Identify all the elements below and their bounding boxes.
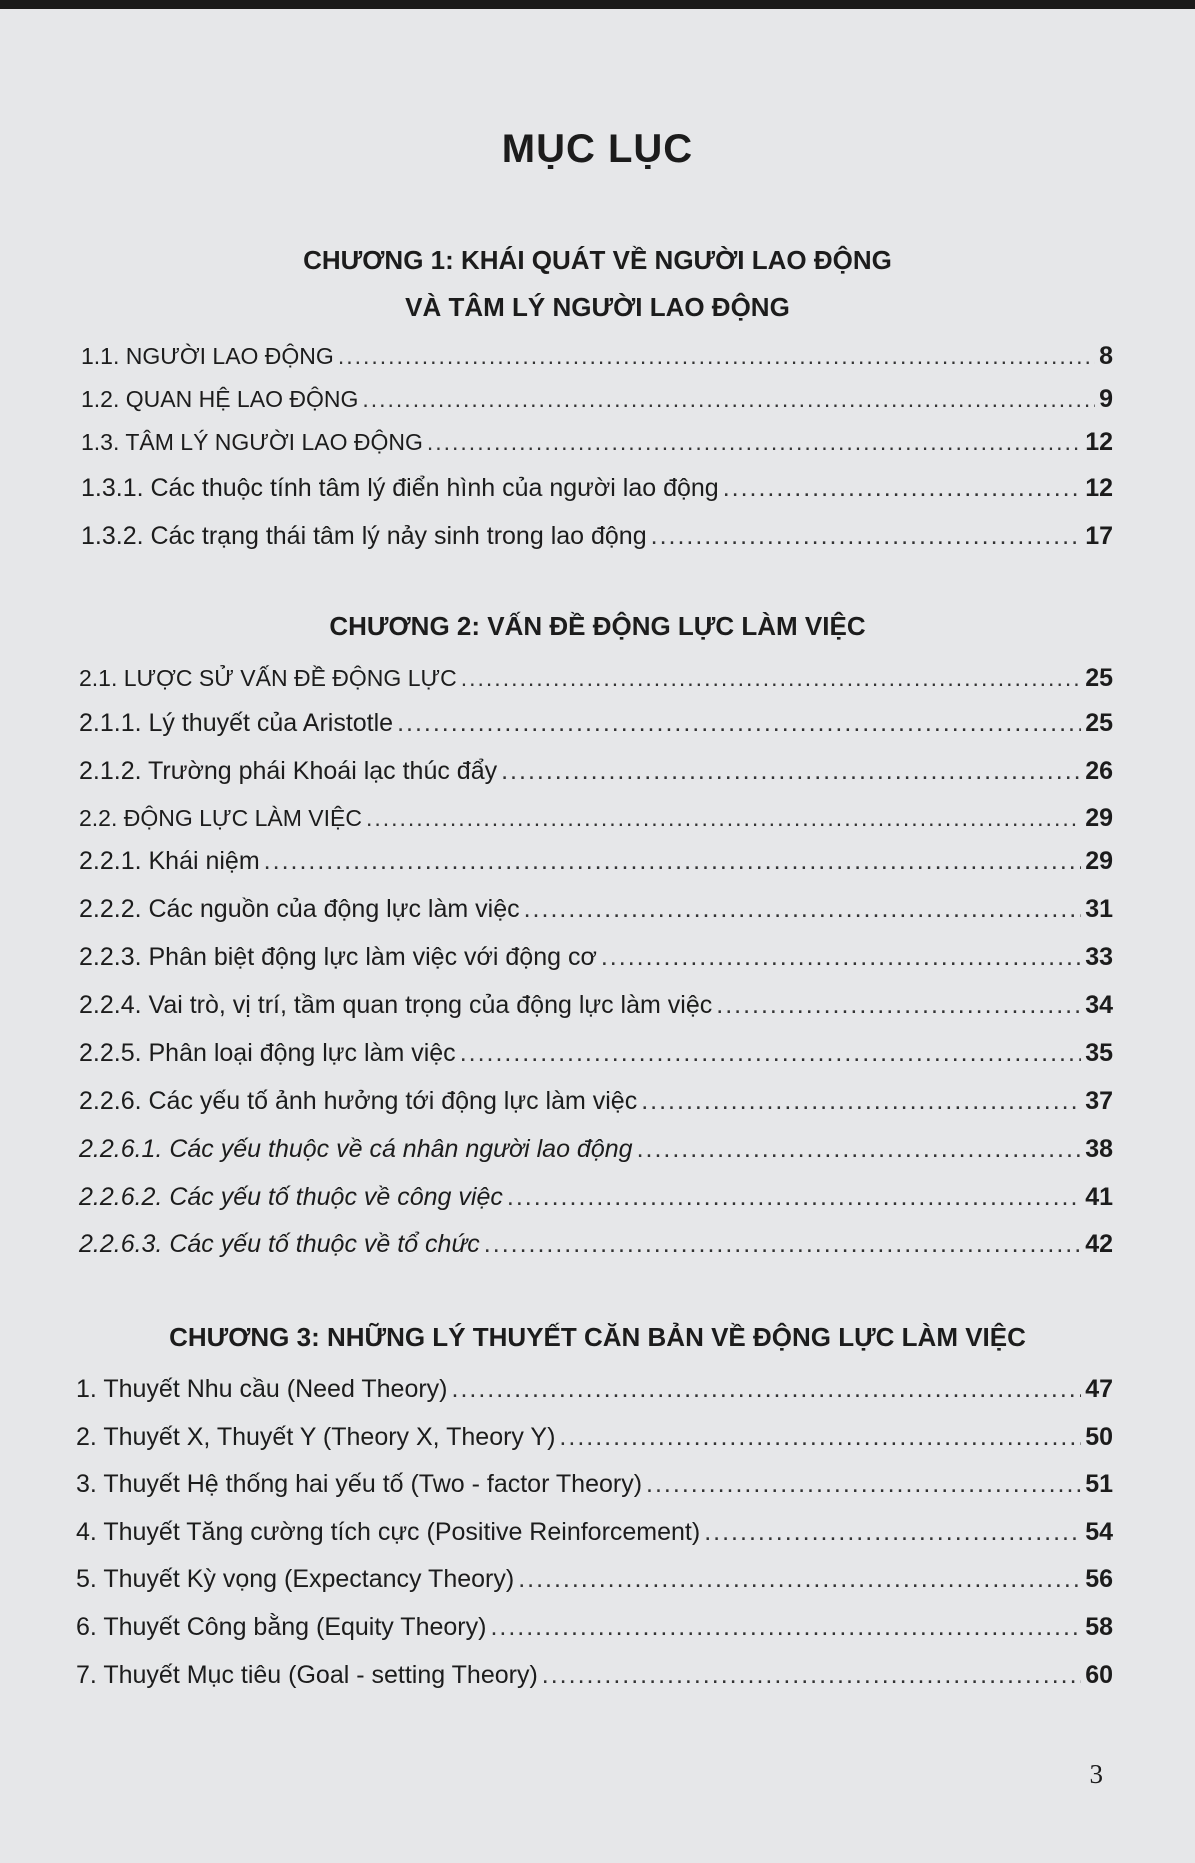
toc-entry[interactable] — [79, 991, 1113, 1020]
toc-entry-label: 4. Thuyết Tăng cường tích cực (Positive Reinforcement) — [76, 1518, 701, 1546]
dot-leader — [637, 1135, 1082, 1164]
dot-leader — [484, 1230, 1081, 1259]
toc-page — [0, 9, 1195, 1863]
toc-entry-label: 6. Thuyết Công bằng (Equity Theory) — [76, 1613, 487, 1641]
toc-entry-label: 2.1.2. Trường phái Khoái lạc thúc đẩy — [79, 757, 498, 785]
toc-entry-page: 56 — [1085, 1565, 1113, 1593]
dot-leader — [601, 943, 1081, 972]
toc-entry[interactable] — [76, 1423, 1113, 1452]
dot-leader — [490, 1613, 1081, 1642]
toc-entry-label: 2.2. ĐỘNG LỰC LÀM VIỆC — [79, 805, 362, 831]
page-number: 3 — [1089, 1759, 1103, 1789]
toc-entry-label: 1. Thuyết Nhu cầu (Need Theory) — [76, 1375, 448, 1403]
toc-entry-label: 5. Thuyết Kỳ vọng (Expectancy Theory) — [76, 1565, 515, 1593]
toc-entry[interactable] — [79, 943, 1113, 972]
toc-entry-page: 34 — [1085, 991, 1113, 1019]
toc-entry[interactable] — [76, 1470, 1113, 1499]
dot-leader — [427, 429, 1081, 456]
dot-leader — [366, 805, 1081, 832]
dot-leader — [646, 1470, 1081, 1499]
toc-entry-page: 31 — [1085, 895, 1113, 923]
toc-entry-label: 2.1.1. Lý thuyết của Aristotle — [79, 709, 394, 737]
toc-entry[interactable] — [79, 1087, 1113, 1116]
toc-entry[interactable] — [79, 847, 1113, 876]
dot-leader — [542, 1661, 1081, 1690]
toc-entry[interactable] — [81, 522, 1113, 551]
toc-entry-label: 2.2.6. Các yếu tố ảnh hưởng tới động lực làm việc — [79, 1087, 638, 1115]
toc-entry-page: 35 — [1085, 1039, 1113, 1067]
toc-entry-page: 12 — [1085, 428, 1113, 456]
toc-entry-label: 2.1. LƯỢC SỬ VẤN ĐỀ ĐỘNG LỰC — [79, 665, 457, 691]
toc-entry-label: 3. Thuyết Hệ thống hai yếu tố (Two - factor Theory) — [76, 1470, 643, 1498]
toc-entry-page: 54 — [1085, 1518, 1113, 1546]
toc-entry[interactable] — [76, 1565, 1113, 1594]
top-edge — [0, 0, 1195, 9]
toc-entry-page: 60 — [1085, 1661, 1113, 1689]
toc-entry[interactable] — [81, 342, 1113, 371]
toc-entry-page: 17 — [1085, 522, 1113, 550]
toc-entry-page: 29 — [1085, 847, 1113, 875]
toc-entry[interactable] — [76, 1375, 1113, 1404]
dot-leader — [452, 1375, 1082, 1404]
dot-leader — [518, 1565, 1081, 1594]
dot-leader — [264, 847, 1082, 876]
dot-leader — [461, 665, 1081, 692]
toc-entry[interactable] — [81, 385, 1113, 414]
dot-leader — [524, 895, 1082, 924]
toc-entry-label: 2.2.1. Khái niệm — [79, 847, 260, 875]
toc-entry-label: 2.2.3. Phân biệt động lực làm việc với động cơ — [79, 943, 597, 971]
chapter-1-heading-line-1: CHƯƠNG 1: KHÁI QUÁT VỀ NGƯỜI LAO ĐỘNG — [303, 245, 892, 275]
toc-entry-page: 42 — [1085, 1230, 1113, 1258]
toc-entry-page: 12 — [1085, 474, 1113, 502]
toc-entry-label: 1.3. TÂM LÝ NGƯỜI LAO ĐỘNG — [81, 429, 423, 455]
page-title: MỤC LỤC — [501, 127, 694, 171]
toc-entry[interactable] — [76, 1613, 1113, 1642]
toc-entry-page: 26 — [1085, 757, 1113, 785]
toc-entry-page: 38 — [1085, 1135, 1113, 1163]
toc-entry-label: 1.3.1. Các thuộc tính tâm lý điển hình của người lao động — [81, 474, 719, 502]
toc-entry-page: 8 — [1099, 342, 1113, 370]
toc-entry-label: 1.2. QUAN HỆ LAO ĐỘNG — [81, 386, 359, 412]
toc-entry-page: 29 — [1085, 804, 1113, 832]
dot-leader — [716, 991, 1081, 1020]
toc-entry-label: 2.2.5. Phân loại động lực làm việc — [79, 1039, 456, 1067]
toc-entry-label: 1.1. NGƯỜI LAO ĐỘNG — [81, 343, 334, 369]
toc-entry-page: 41 — [1085, 1183, 1113, 1211]
toc-entry[interactable] — [81, 428, 1113, 457]
toc-entry[interactable] — [79, 804, 1113, 833]
dot-leader — [397, 709, 1081, 738]
dot-leader — [507, 1183, 1081, 1212]
toc-entry[interactable] — [79, 664, 1113, 693]
toc-entry-page: 47 — [1085, 1375, 1113, 1403]
toc-entry-label: 2.2.6.2. Các yếu tố thuộc về công việc — [79, 1183, 503, 1211]
toc-entry-page: 50 — [1085, 1423, 1113, 1451]
toc-entry-label: 7. Thuyết Mục tiêu (Goal - setting Theory) — [76, 1661, 538, 1689]
toc-entry[interactable] — [79, 895, 1113, 924]
toc-entry[interactable] — [79, 1039, 1113, 1068]
toc-entry-page: 51 — [1085, 1470, 1113, 1498]
toc-entry[interactable] — [79, 1135, 1113, 1164]
toc-entry[interactable] — [76, 1518, 1113, 1547]
toc-entry-page: 33 — [1085, 943, 1113, 971]
chapter-2-heading: CHƯƠNG 2: VẤN ĐỀ ĐỘNG LỰC LÀM VIỆC — [329, 611, 866, 641]
dot-leader — [559, 1423, 1081, 1452]
toc-entry-page: 58 — [1085, 1613, 1113, 1641]
toc-entry[interactable] — [81, 474, 1113, 503]
toc-entry-label: 2. Thuyết X, Thuyết Y (Theory X, Theory Y) — [76, 1423, 556, 1451]
toc-entry-label: 2.2.6.3. Các yếu tố thuộc về tổ chức — [79, 1230, 480, 1258]
toc-entry-label: 2.2.6.1. Các yếu thuộc về cá nhân người lao động — [79, 1135, 633, 1163]
toc-entry-label: 2.2.4. Vai trò, vị trí, tầm quan trọng của động lực làm việc — [79, 991, 713, 1019]
toc-entry[interactable] — [79, 1230, 1113, 1259]
toc-entry-page: 9 — [1099, 385, 1113, 413]
dot-leader — [641, 1087, 1081, 1116]
chapter-1-heading-line-2: VÀ TÂM LÝ NGƯỜI LAO ĐỘNG — [405, 292, 790, 322]
dot-leader — [362, 386, 1095, 413]
toc-entry-page: 25 — [1085, 664, 1113, 692]
toc-entry[interactable] — [79, 757, 1113, 786]
dot-leader — [723, 474, 1081, 503]
toc-entry-page: 37 — [1085, 1087, 1113, 1115]
toc-entry-label: 2.2.2. Các nguồn của động lực làm việc — [79, 895, 520, 923]
toc-entry-label: 1.3.2. Các trạng thái tâm lý nảy sinh trong lao động — [81, 522, 647, 550]
dot-leader — [704, 1518, 1081, 1547]
dot-leader — [460, 1039, 1082, 1068]
toc-entry[interactable] — [79, 709, 1113, 738]
toc-entry[interactable] — [76, 1661, 1113, 1690]
chapter-3-heading: CHƯƠNG 3: NHỮNG LÝ THUYẾT CĂN BẢN VỀ ĐỘNG LỰC LÀM VIỆC — [169, 1322, 1026, 1352]
toc-entry-page: 25 — [1085, 709, 1113, 737]
dot-leader — [338, 343, 1095, 370]
dot-leader — [501, 757, 1081, 786]
toc-entry[interactable] — [79, 1183, 1113, 1212]
dot-leader — [651, 522, 1082, 551]
